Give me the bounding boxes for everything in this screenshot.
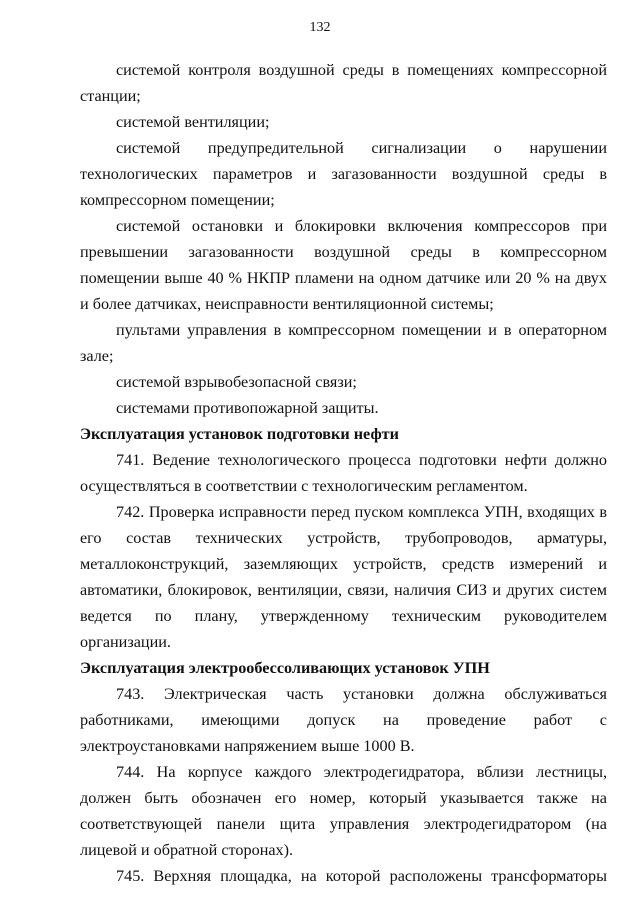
document-body bbox=[80, 57, 607, 889]
paragraph-745: 745. Верхняя площадка, на которой расположены трансформаторы bbox=[116, 867, 607, 885]
paragraph-743: 743. Электрическая часть установки должна обслуживаться работниками, имеющими допуск на проведение работ с электроустановками напряжением выше 1000 В. bbox=[80, 685, 607, 755]
list-item: системой предупредительной сигнализации о нарушении технологических параметров и загазованности воздушной среды в компрессорном помещении; bbox=[80, 139, 607, 209]
paragraph-742: 742. Проверка исправности перед пуском комплекса УПН, входящих в его состав технических устройств, трубопроводов, арматуры, металлоконструкций, заземляющих устройств, средств измерений и автоматики, блокировок, вентиляции, связи, наличия СИЗ и других систем ведется по плану, утвержденному техническим руководителем организации. bbox=[80, 503, 607, 651]
list-item: пультами управления в компрессорном помещении и в операторном зале; bbox=[80, 321, 607, 365]
section-heading: Эксплуатация установок подготовки нефти bbox=[80, 425, 399, 443]
list-item: системой остановки и блокировки включения компрессоров при превышении загазованности воздушной среды в компрессорном помещении выше 40 % НКПР пламени на одном датчике или 20 % на двух и более датчиках, неисправности вентиляционной системы; bbox=[80, 217, 607, 313]
list-item: системой контроля воздушной среды в помещениях компрессорной станции; bbox=[80, 61, 607, 105]
list-item: системой вентиляции; bbox=[116, 113, 270, 131]
paragraph-741: 741. Ведение технологического процесса подготовки нефти должно осуществляться в соответствии с технологическим регламентом. bbox=[80, 451, 607, 495]
section-heading: Эксплуатация электрообессоливающих установок УПН bbox=[80, 659, 490, 677]
list-item: системой взрывобезопасной связи; bbox=[116, 373, 357, 391]
page-number: 132 bbox=[309, 20, 331, 35]
list-item: системами противопожарной защиты. bbox=[116, 399, 379, 417]
paragraph-744: 744. На корпусе каждого электродегидратора, вблизи лестницы, должен быть обозначен его номер, который указывается также на соответствующей панели щита управления электродегидратором (на лицевой и обратной сторонах). bbox=[80, 763, 607, 859]
